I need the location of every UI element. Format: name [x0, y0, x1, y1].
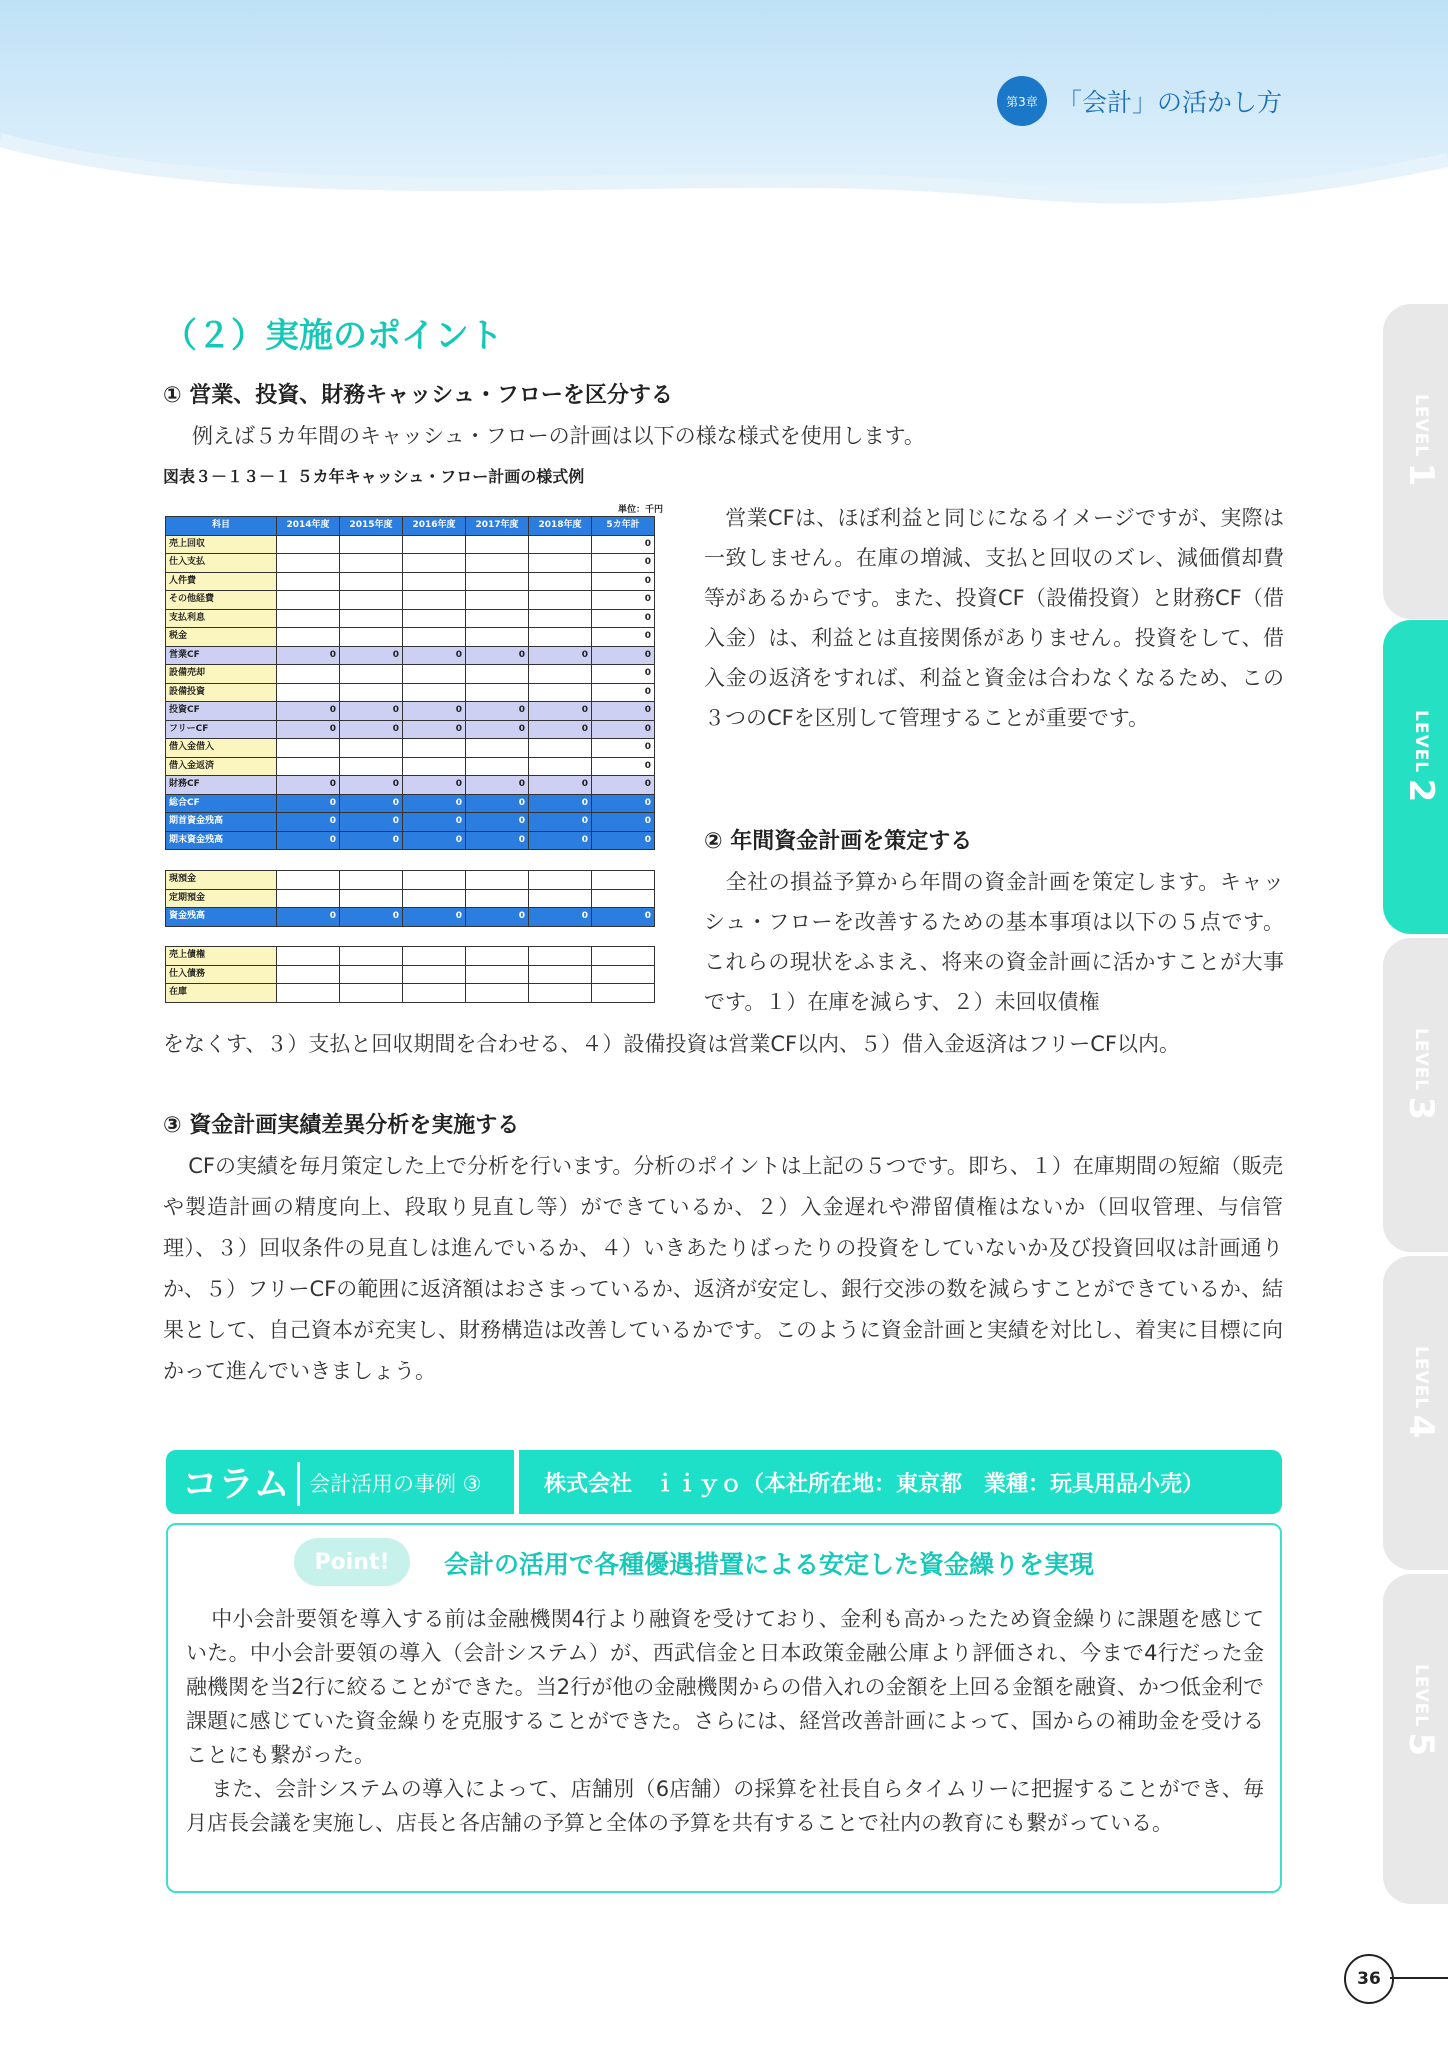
table-cell — [466, 739, 529, 758]
table-row-label: 設備売却 — [166, 665, 277, 684]
table-row — [166, 572, 655, 591]
table-row — [166, 908, 655, 927]
table-cell — [277, 665, 340, 684]
table-cell: 0 — [340, 720, 403, 739]
table-row — [166, 683, 655, 702]
table-row-label: 定期預金 — [166, 889, 277, 908]
table-cell: 0 — [592, 757, 655, 776]
table-cell: 0 — [340, 776, 403, 795]
table-row-label: 設備投資 — [166, 683, 277, 702]
table-cell: 0 — [277, 813, 340, 832]
table-header-cell: 2018年度 — [529, 517, 592, 536]
table-cell — [592, 947, 655, 966]
table-cell — [466, 535, 529, 554]
table-row-label: 税金 — [166, 628, 277, 647]
table-row-label: 売上回収 — [166, 535, 277, 554]
side-tab-level-3[interactable] — [1383, 938, 1448, 1252]
table-header-cell: 2017年度 — [466, 517, 529, 536]
table-cell — [592, 889, 655, 908]
table-cell: 0 — [403, 720, 466, 739]
table-cell: 0 — [592, 794, 655, 813]
table-cell — [529, 757, 592, 776]
header-wave — [0, 120, 1448, 250]
table-cell: 0 — [592, 572, 655, 591]
table-cell — [466, 947, 529, 966]
table-row — [166, 554, 655, 573]
table-row-label: 在庫 — [166, 984, 277, 1003]
table-cell — [277, 572, 340, 591]
table-header-cell: 2016年度 — [403, 517, 466, 536]
table-row — [166, 609, 655, 628]
table-cell — [592, 871, 655, 890]
table-cell — [403, 757, 466, 776]
table-row — [166, 813, 655, 832]
table-cell: 0 — [466, 646, 529, 665]
table-row — [166, 965, 655, 984]
table-row — [166, 831, 655, 850]
table-cell — [466, 609, 529, 628]
table-cell: 0 — [277, 646, 340, 665]
table-cell: 0 — [340, 702, 403, 721]
table-cell — [403, 947, 466, 966]
table-cell — [340, 554, 403, 573]
table-cell: 0 — [340, 908, 403, 927]
table-cell: 0 — [529, 702, 592, 721]
paragraph-3-text: CFの実績を毎月策定した上で分析を行います。分析のポイントは上記の５つです。即ち、１）在庫期間の短縮（販売や製造計画の精度向上、段取り見直し等）ができているか、２）入金遅れや滞留債権はないか（回収管理、与信管理）、３）回収条件の見直しは進んでいるか、４）いきあたりばったりの投資をしていないか及び投資回収は計画通りか、５）フリーCFの範囲に返済額はおさまっているか、返済が安定し、銀行交渉の数を減らすことができているか、結果として、自己資本が充実し、財務構造は改善しているかです。このように資金計画と実績を対比し、着実に目標に向かって進んでいきましょう。 — [163, 1154, 1283, 1383]
table-cell — [277, 591, 340, 610]
page-number-line — [1390, 1977, 1448, 1979]
table-cell: 0 — [466, 702, 529, 721]
table-cell: 0 — [466, 908, 529, 927]
table-cell — [340, 628, 403, 647]
table-cell: 0 — [466, 720, 529, 739]
table-cell: 0 — [592, 720, 655, 739]
table-row — [166, 535, 655, 554]
table-cell: 0 — [592, 813, 655, 832]
table-row — [166, 665, 655, 684]
table-cell: 0 — [340, 646, 403, 665]
table-cell — [466, 889, 529, 908]
subheading-2: ② 年間資金計画を策定する — [704, 829, 973, 854]
column-subtitle: 会計活用の事例 ③ — [309, 1472, 482, 1496]
table-cell — [466, 757, 529, 776]
side-tab-level-1[interactable] — [1383, 304, 1448, 619]
table-cell — [529, 665, 592, 684]
table-cell: 0 — [403, 831, 466, 850]
table-cell — [529, 871, 592, 890]
table-row-label: 財務CF — [166, 776, 277, 795]
section-title: （２）実施のポイント — [163, 316, 503, 356]
table-cell — [529, 554, 592, 573]
side-tab-level-5[interactable] — [1383, 1574, 1448, 1904]
table-cell: 0 — [592, 739, 655, 758]
table-header-cell: 科目 — [166, 517, 277, 536]
table-row-label: 期末資金残高 — [166, 831, 277, 850]
table-row — [166, 739, 655, 758]
table-working-capital — [165, 946, 655, 1003]
paragraph-3 — [163, 1146, 1283, 1392]
side-tab-number: 5 — [1401, 1732, 1441, 1757]
table-cell — [466, 665, 529, 684]
table-cell: 0 — [277, 831, 340, 850]
table-row-label: 総合CF — [166, 794, 277, 813]
table-cell: 0 — [403, 794, 466, 813]
chapter-title: 「会計」の活かし方 — [1057, 88, 1283, 117]
table-cell — [403, 628, 466, 647]
paragraph-2: 全社の損益予算から年間の資金計画を策定します。キャッシュ・フローを改善するための基本事項は以下の５点です。これらの現状をふまえ、将来の資金計画に活かすことが大事です。１）在庫を減らす、２）未回収債権 — [704, 870, 1284, 1014]
table-cell — [529, 984, 592, 1003]
table-cell — [340, 683, 403, 702]
table-cell — [403, 871, 466, 890]
table-cell: 0 — [592, 535, 655, 554]
table-cell — [529, 609, 592, 628]
table-cell: 0 — [466, 813, 529, 832]
table-row-label: 借入金借入 — [166, 739, 277, 758]
chapter-header — [997, 76, 1282, 126]
table-cell: 0 — [403, 813, 466, 832]
table-cell — [466, 591, 529, 610]
table-row — [166, 794, 655, 813]
table-cell — [403, 535, 466, 554]
table-cell — [466, 965, 529, 984]
side-tab-number: 3 — [1401, 1096, 1441, 1121]
table-row-label: 営業CF — [166, 646, 277, 665]
table-cell — [340, 871, 403, 890]
figure-caption: 図表３－１３－１ ５カ年キャッシュ・フロー計画の様式例 — [163, 467, 585, 486]
table-cell — [277, 609, 340, 628]
table-cell — [403, 572, 466, 591]
table-row-label: 現預金 — [166, 871, 277, 890]
table-cell — [466, 871, 529, 890]
table-cell: 0 — [529, 776, 592, 795]
table-cell — [340, 665, 403, 684]
table-cell: 0 — [529, 720, 592, 739]
table-cell: 0 — [277, 908, 340, 927]
table-cell: 0 — [403, 646, 466, 665]
paragraph-2-continued: をなくす、３）支払と回収期間を合わせる、４）設備投資は営業CF以内、５）借入金返済はフリーCF以内。 — [163, 1032, 1180, 1056]
table-row-label: その他経費 — [166, 591, 277, 610]
table-cell: 0 — [403, 776, 466, 795]
table-cell: 0 — [277, 720, 340, 739]
column-title: コラム — [182, 1464, 290, 1505]
table-cell: 0 — [466, 776, 529, 795]
table-cell: 0 — [592, 646, 655, 665]
table-cell: 0 — [592, 609, 655, 628]
table-cell: 0 — [403, 702, 466, 721]
table-cell: 0 — [592, 683, 655, 702]
column-body-paragraph-1: 中小会計要領を導入する前は金融機関4行より融資を受けており、金利も高かったため資金繰りに課題を感じていた。中小会計要領の導入（会計システム）が、西武信金と日本政策金融公庫より評価され、今まで4行だった金融機関を当2行に絞ることができた。当2行が他の金融機関からの借入れの金額を上回る金額を融資、かつ低金利で課題に感じていた資金繰りを克服することができた。さらには、経営改善計画によって、国からの補助金を受けることにも繋がった。 — [186, 1607, 1264, 1767]
point-headline: 会計の活用で各種優遇措置による安定した資金繰りを実現 — [444, 1550, 1095, 1579]
side-tab-label: LEVEL — [1411, 1346, 1431, 1410]
table-cell — [466, 683, 529, 702]
table-cell — [277, 535, 340, 554]
page-number: 36 — [1344, 1954, 1394, 2004]
table-cell: 0 — [340, 813, 403, 832]
table-cell — [340, 609, 403, 628]
table-cell — [403, 984, 466, 1003]
right-paragraph: 営業CFは、ほぼ利益と同じになるイメージですが、実際は一致しません。在庫の増減、支払と回収のズレ、減価償却費等があるからです。また、投資CF（設備投資）と財務CF（借入金）は、利益とは直接関係がありません。投資をして、借入金の返済をすれば、利益と資金は合わなくなるため、この３つのCFを区別して管理することが重要です。 — [704, 506, 1284, 730]
side-tab-number: 1 — [1401, 462, 1441, 487]
table-cell: 0 — [340, 794, 403, 813]
table-row — [166, 871, 655, 890]
table-cell — [403, 889, 466, 908]
table-cell: 0 — [592, 908, 655, 927]
table-row — [166, 591, 655, 610]
table-row — [166, 757, 655, 776]
table-cell — [340, 591, 403, 610]
table-cell — [403, 965, 466, 984]
table-cell — [403, 683, 466, 702]
table-header-cell: 2015年度 — [340, 517, 403, 536]
table-row-label: 期首資金残高 — [166, 813, 277, 832]
table-cell — [592, 965, 655, 984]
column-company: 株式会社 ｉｉｙｏ（本社所在地：東京都 業種：玩具用品小売） — [544, 1472, 1205, 1497]
side-tab-label: LEVEL — [1411, 710, 1431, 774]
table-cell — [277, 757, 340, 776]
table-row — [166, 720, 655, 739]
table-cell — [403, 591, 466, 610]
table-row — [166, 646, 655, 665]
table-cell — [529, 947, 592, 966]
table-cell — [340, 947, 403, 966]
table-cell: 0 — [592, 776, 655, 795]
side-tab-number: 2 — [1401, 778, 1441, 803]
chapter-badge: 第3章 — [997, 76, 1047, 126]
table-cell — [466, 984, 529, 1003]
table-cell — [403, 739, 466, 758]
table-row-label: 支払利息 — [166, 609, 277, 628]
table-cell — [340, 757, 403, 776]
table-row — [166, 776, 655, 795]
side-tab-label: LEVEL — [1411, 1664, 1431, 1728]
table-row — [166, 947, 655, 966]
table-cell — [403, 665, 466, 684]
table-row-label: 人件費 — [166, 572, 277, 591]
table-cell: 0 — [529, 831, 592, 850]
table-cell: 0 — [340, 831, 403, 850]
table-cell — [466, 554, 529, 573]
table-row-label: 借入金返済 — [166, 757, 277, 776]
table-cell — [277, 947, 340, 966]
table-cell — [277, 739, 340, 758]
paragraph-1: 例えば５カ年間のキャッシュ・フローの計画は以下の様な様式を使用します。 — [192, 424, 925, 448]
table-cell: 0 — [529, 646, 592, 665]
table-cell — [529, 683, 592, 702]
subheading-3: ③ 資金計画実績差異分析を実施する — [163, 1113, 520, 1138]
table-cell — [529, 572, 592, 591]
table-row-label: 仕入支払 — [166, 554, 277, 573]
table-cell — [529, 889, 592, 908]
table-cell: 0 — [277, 776, 340, 795]
table-cell — [529, 739, 592, 758]
table-cell — [277, 965, 340, 984]
table-cell: 0 — [592, 831, 655, 850]
table-row — [166, 628, 655, 647]
table-header-cell: 5カ年計 — [592, 517, 655, 536]
table-cell — [277, 628, 340, 647]
column-divider — [297, 1462, 300, 1506]
table-cell: 0 — [277, 702, 340, 721]
table-cell — [403, 609, 466, 628]
table-cell — [592, 984, 655, 1003]
table-row — [166, 984, 655, 1003]
table-cell: 0 — [277, 794, 340, 813]
table-cell: 0 — [529, 794, 592, 813]
side-tab-label: LEVEL — [1411, 1028, 1431, 1092]
table-row-label: 投資CF — [166, 702, 277, 721]
table-cell — [403, 554, 466, 573]
table-cell: 0 — [403, 908, 466, 927]
point-badge: Point! — [294, 1538, 410, 1586]
column-body-paragraph-2: また、会計システムの導入によって、店舗別（6店舗）の採算を社長自らタイムリーに把握することができ、毎月店長会議を実施し、店長と各店舗の予算と全体の予算を共有することで社内の教育にも繋がっている。 — [186, 1777, 1264, 1835]
table-row-label: フリーCF — [166, 720, 277, 739]
table-balances — [165, 870, 655, 927]
table-cell — [340, 889, 403, 908]
table-cell — [340, 739, 403, 758]
table-cell — [277, 871, 340, 890]
table-cell — [277, 889, 340, 908]
table-cell — [529, 628, 592, 647]
table-cell — [340, 984, 403, 1003]
table-cell — [340, 535, 403, 554]
table-cell — [277, 984, 340, 1003]
table-cell: 0 — [592, 591, 655, 610]
table-cell: 0 — [529, 908, 592, 927]
column-body — [186, 1602, 1264, 1840]
side-tab-level-4[interactable] — [1383, 1256, 1448, 1570]
table-cell: 0 — [466, 831, 529, 850]
table-row-label: 資金残高 — [166, 908, 277, 927]
table-row-label: 売上債権 — [166, 947, 277, 966]
table-cell: 0 — [592, 665, 655, 684]
table-row — [166, 702, 655, 721]
table-cell — [466, 572, 529, 591]
table-row — [166, 889, 655, 908]
table-cell: 0 — [592, 554, 655, 573]
table-cell — [340, 965, 403, 984]
table-cell: 0 — [592, 628, 655, 647]
table-cell — [277, 554, 340, 573]
table-cell — [529, 535, 592, 554]
table-cell — [529, 591, 592, 610]
table-header-cell: 2014年度 — [277, 517, 340, 536]
side-tab-level-2[interactable] — [1383, 620, 1448, 934]
table-header-row — [166, 517, 655, 536]
table-cell: 0 — [466, 794, 529, 813]
table-cell — [277, 683, 340, 702]
table-main — [165, 516, 655, 850]
table-cell — [529, 965, 592, 984]
table-row-label: 仕入債務 — [166, 965, 277, 984]
table-cell: 0 — [592, 702, 655, 721]
side-tab-number: 4 — [1401, 1414, 1441, 1439]
subheading-1: ① 営業、投資、財務キャッシュ・フローを区分する — [163, 383, 673, 408]
table-cell: 0 — [529, 813, 592, 832]
column-divider-2 — [514, 1450, 519, 1514]
table-cell — [340, 572, 403, 591]
side-tab-label: LEVEL — [1411, 394, 1431, 458]
table-unit: 単位：千円 — [617, 505, 663, 515]
table-cell — [466, 628, 529, 647]
